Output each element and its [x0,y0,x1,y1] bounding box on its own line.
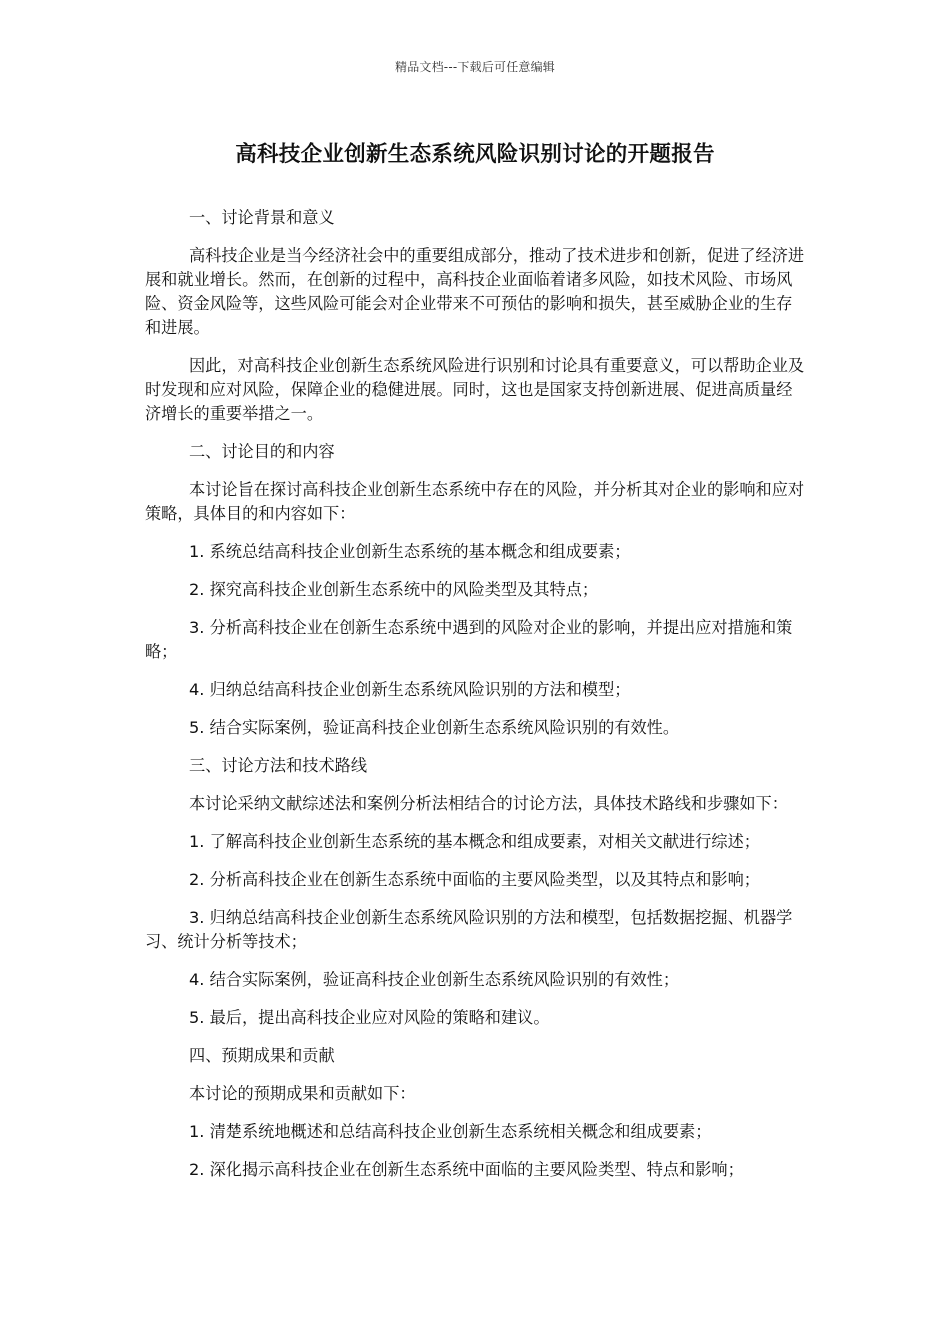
section-heading-outcomes: 四、预期成果和贡献 [189,1046,335,1065]
document-body [145,206,805,1196]
section-heading-objectives: 二、讨论目的和内容 [189,442,335,461]
list-item-outcome-1: 1. 清楚系统地概述和总结高科技企业创新生态系统相关概念和组成要素； [189,1122,712,1141]
list-item-objective-1: 1. 系统总结高科技企业创新生态系统的基本概念和组成要素； [189,542,631,561]
paragraph-objectives-intro: 本讨论旨在探讨高科技企业创新生态系统中存在的风险，并分析其对企业的影响和应对策略，具体目的和内容如下： [145,480,805,523]
paragraph-methods-intro: 本讨论采纳文献综述法和案例分析法相结合的讨论方法，具体技术路线和步骤如下： [189,794,788,813]
section-heading-methods: 三、讨论方法和技术路线 [189,756,368,775]
paragraph-outcomes-intro: 本讨论的预期成果和贡献如下： [189,1084,416,1103]
list-item-objective-4: 4. 归纳总结高科技企业创新生态系统风险识别的方法和模型； [189,680,631,699]
section-heading-background: 一、讨论背景和意义 [189,208,335,227]
page-header: 精品文档---下载后可任意编辑 [395,60,555,74]
list-item-method-2: 2. 分析高科技企业在创新生态系统中面临的主要风险类型，以及其特点和影响； [189,870,760,889]
list-item-objective-3: 3. 分析高科技企业在创新生态系统中遇到的风险对企业的影响，并提出应对措施和策略； [145,618,793,661]
list-item-method-3: 3. 归纳总结高科技企业创新生态系统风险识别的方法和模型，包括数据挖掘、机器学习、统计分析等技术； [145,908,793,951]
list-item-objective-5: 5. 结合实际案例，验证高科技企业创新生态系统风险识别的有效性。 [189,718,680,737]
list-item-method-4: 4. 结合实际案例，验证高科技企业创新生态系统风险识别的有效性； [189,970,680,989]
list-item-method-1: 1. 了解高科技企业创新生态系统的基本概念和组成要素，对相关文献进行综述； [189,832,760,851]
document-title: 高科技企业创新生态系统风险识别讨论的开题报告 [235,142,715,167]
paragraph-background-1: 高科技企业是当今经济社会中的重要组成部分，推动了技术进步和创新，促进了经济进展和就业增长。然而，在创新的过程中，高科技企业面临着诸多风险，如技术风险、市场风险、资金风险等，这些风险可能会对企业带来不可预估的影响和损失，甚至威胁企业的生存和进展。 [145,246,805,337]
paragraph-background-2: 因此，对高科技企业创新生态系统风险进行识别和讨论具有重要意义，可以帮助企业及时发现和应对风险，保障企业的稳健进展。同时，这也是国家支持创新进展、促进高质量经济增长的重要举措之一。 [145,356,805,423]
list-item-method-5: 5. 最后，提出高科技企业应对风险的策略和建议。 [189,1008,550,1027]
list-item-outcome-2: 2. 深化揭示高科技企业在创新生态系统中面临的主要风险类型、特点和影响； [189,1160,744,1179]
list-item-objective-2: 2. 探究高科技企业创新生态系统中的风险类型及其特点； [189,580,599,599]
